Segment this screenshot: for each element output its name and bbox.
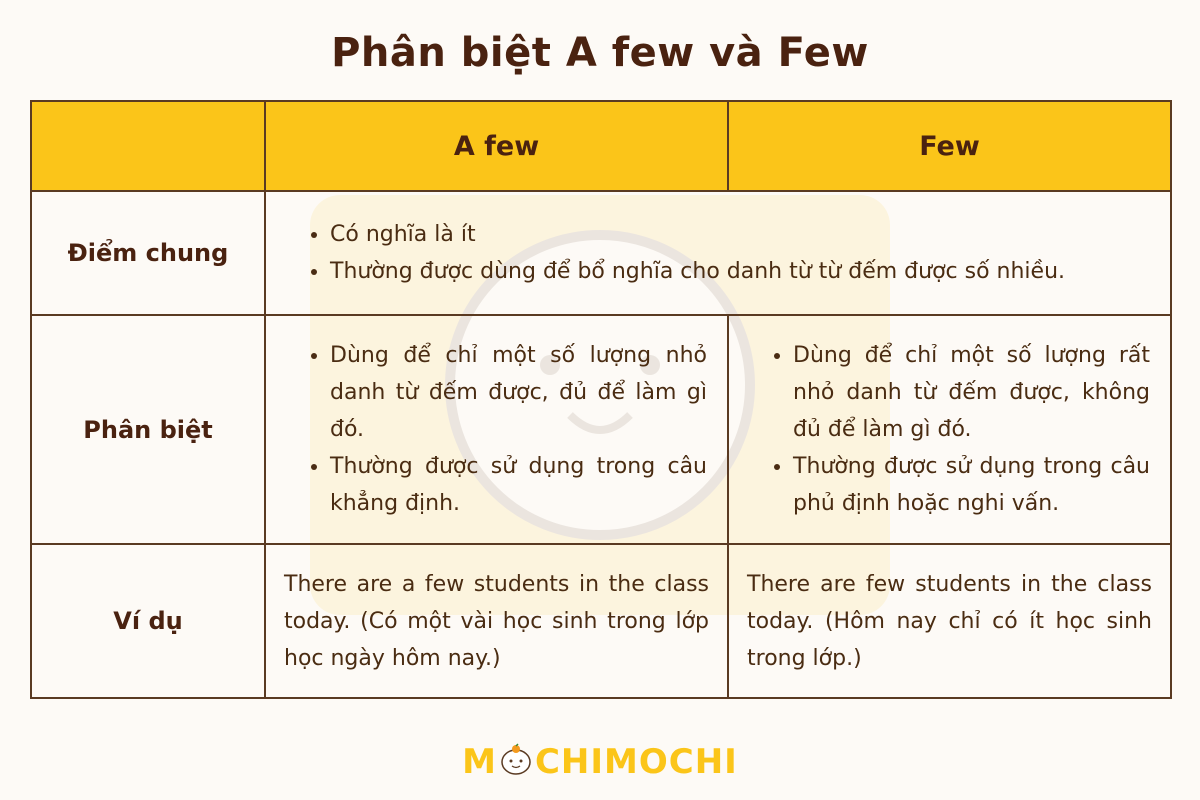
example-a-few-text: There are a few students in the class today. (Có một vài học sinh trong lớp học ngày hôm nay.) — [284, 571, 709, 671]
example-few-cell — [728, 544, 1171, 698]
example-a-few-cell — [265, 544, 728, 698]
table-row-example — [31, 544, 1171, 698]
logo-text-end: CHIMOCHI — [534, 742, 738, 782]
table-row-difference — [31, 315, 1171, 544]
list-item: • Thường được sử dụng trong câu phủ định hoặc nghi vấn. — [793, 448, 1150, 522]
brand-logo — [0, 742, 1200, 782]
list-item: • Dùng để chỉ một số lượng rất nhỏ danh từ đếm được, không đủ để làm gì đó. — [793, 337, 1150, 448]
common-list — [266, 216, 1170, 290]
list-item: • Có nghĩa là ít — [330, 216, 1150, 253]
page-title: Phân biệt A few và Few — [331, 30, 869, 76]
row-label-common: Điểm chung — [31, 191, 265, 315]
difference-few-cell — [728, 315, 1171, 544]
example-few-text: There are few students in the class today. (Hôm nay chỉ có ít học sinh trong lớp.) — [747, 571, 1152, 671]
row-label-difference: Phân biệt — [31, 315, 265, 544]
header-a-few: A few — [265, 101, 728, 191]
comparison-table — [30, 100, 1172, 699]
common-cell — [265, 191, 1171, 315]
table-header-row — [31, 101, 1171, 191]
difference-a-few-cell — [265, 315, 728, 544]
table-row-common — [31, 191, 1171, 315]
header-empty-cell — [31, 101, 265, 191]
logo-text-start: M — [462, 742, 497, 782]
difference-few-list — [729, 337, 1170, 522]
header-few: Few — [728, 101, 1171, 191]
row-label-example: Ví dụ — [31, 544, 265, 698]
list-item: • Dùng để chỉ một số lượng nhỏ danh từ đếm được, đủ để làm gì đó. — [330, 337, 707, 448]
mochi-mascot-icon — [499, 743, 533, 777]
list-item: • Thường được dùng để bổ nghĩa cho danh từ từ đếm được số nhiều. — [330, 253, 1150, 290]
list-item: • Thường được sử dụng trong câu khẳng định. — [330, 448, 707, 522]
difference-a-few-list — [266, 337, 727, 522]
